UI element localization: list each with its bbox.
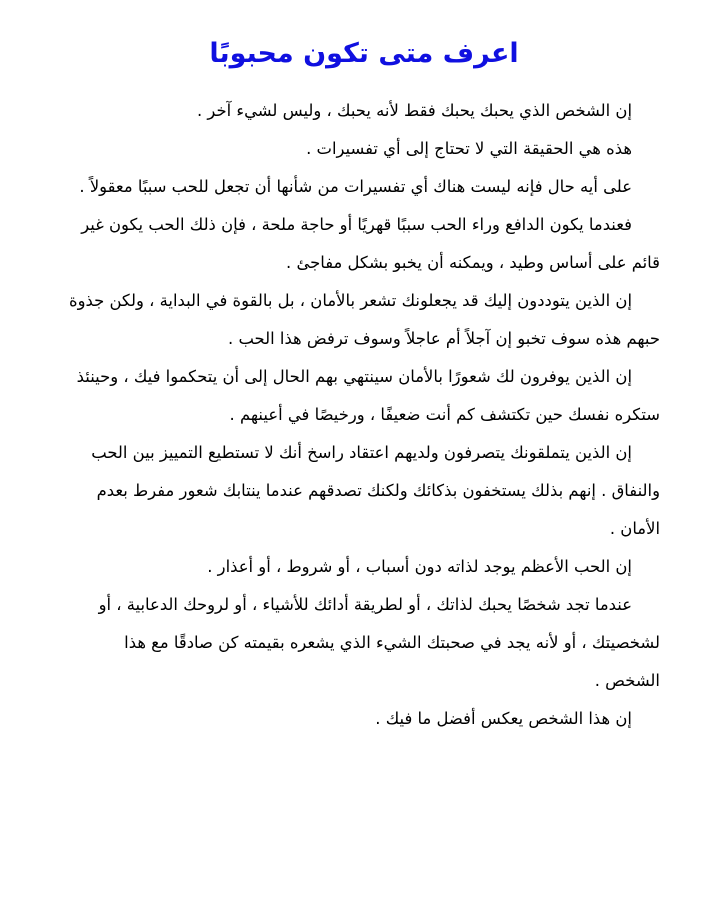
paragraph: إن الشخص الذي يحبك يحبك فقط لأنه يحبك ، وليس لشيء آخر .: [197, 101, 632, 120]
paragraph: إن الذين يوفرون لك شعورًا بالأمان سينتهي بهم الحال إلى أن يتحكموا فيك ، وحينئذ ستكره نفسك حين تكتشف كم أنت ضعيفًا ، ورخيصًا في أعينهم .: [76, 367, 660, 424]
paragraph: فعندما يكون الدافع وراء الحب سببًا قهريًا أو حاجة ملحة ، فإن ذلك الحب يكون غير قائم على أساس وطيد ، ويمكنه أن يخبو بشكل مفاجئ .: [81, 215, 660, 272]
page-title: اعرف متى تكون محبوبًا: [209, 38, 519, 69]
paragraph: إن الذين يتملقونك يتصرفون ولديهم اعتقاد راسخ أنك لا تستطيع التمييز بين الحب والنفاق . إنهم بذلك يستخفون بذكائك ولكنك تصدقهم عندما ينتابك شعور مفرط بعدم الأمان .: [91, 443, 660, 538]
paragraph: إن الحب الأعظم يوجد لذاته دون أسباب ، أو شروط ، أو أعذار .: [207, 557, 632, 576]
paragraph: إن الذين يتوددون إليك قد يجعلونك تشعر بالأمان ، بل بالقوة في البداية ، ولكن جذوة حبهم هذه سوف تخبو إن آجلاً أم عاجلاً وسوف ترفض هذا الحب .: [69, 291, 660, 348]
paragraph: هذه هي الحقيقة التي لا تحتاج إلى أي تفسيرات .: [306, 139, 632, 158]
article-body: [66, 92, 660, 738]
paragraph: على أيه حال فإنه ليست هناك أي تفسيرات من شأنها أن تجعل للحب سببًا معقولاً .: [79, 177, 632, 196]
paragraph: إن هذا الشخص يعكس أفضل ما فيك .: [375, 709, 632, 728]
paragraph: عندما تجد شخصًا يحبك لذاتك ، أو لطريقة أدائك للأشياء ، أو لروحك الدعابية ، أو لشخصيتك ، أو لأنه يجد في صحبتك الشيء الذي يشعره بقيمته كن صادقًا مع هذا الشخص .: [98, 595, 660, 690]
